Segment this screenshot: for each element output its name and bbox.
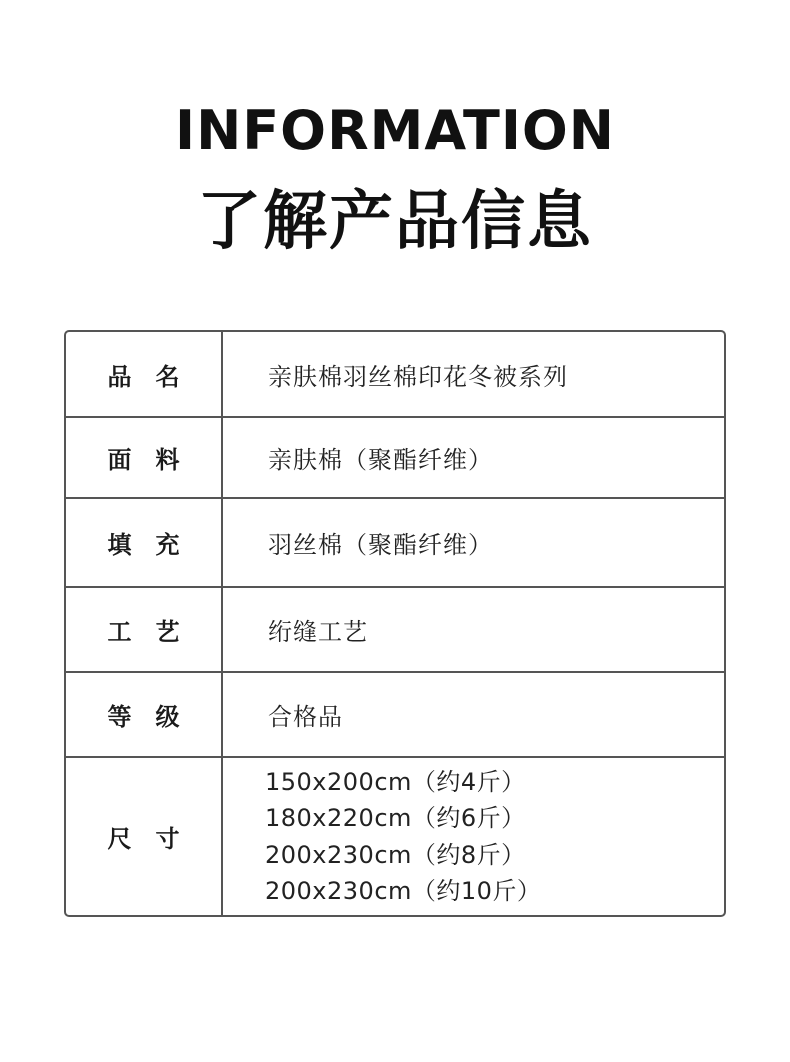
table-row-fabric (66, 418, 724, 499)
product-info-table (64, 330, 726, 917)
heading-en: INFORMATION (174, 99, 616, 162)
row-label: 品名 (66, 332, 223, 416)
row-value: 亲肤棉羽丝棉印花冬被系列 (268, 362, 568, 391)
row-label: 面料 (66, 418, 223, 497)
size-list (223, 758, 541, 915)
row-value: 亲肤棉（聚酯纤维） (268, 446, 493, 474)
size-item: 200x230cm（约8斤） (265, 840, 526, 869)
size-item: 150x200cm（约4斤） (265, 767, 526, 796)
row-label: 工艺 (66, 588, 223, 671)
row-value: 合格品 (268, 703, 343, 731)
table-row-size (66, 758, 724, 915)
table-row-filling (66, 499, 724, 588)
size-item: 180x220cm（约6斤） (265, 804, 526, 832)
row-label: 填充 (66, 499, 223, 586)
table-row-craft (66, 588, 724, 673)
size-item: 200x230cm（约10斤） (265, 877, 542, 905)
row-label: 尺寸 (66, 758, 223, 915)
row-value: 羽丝棉（聚酯纤维） (268, 531, 493, 559)
table-row-name (66, 332, 724, 418)
table-row-grade (66, 673, 724, 758)
heading-zh: 了解产品信息 (197, 185, 593, 259)
row-value: 绗缝工艺 (268, 618, 368, 646)
row-label: 等级 (66, 673, 223, 756)
